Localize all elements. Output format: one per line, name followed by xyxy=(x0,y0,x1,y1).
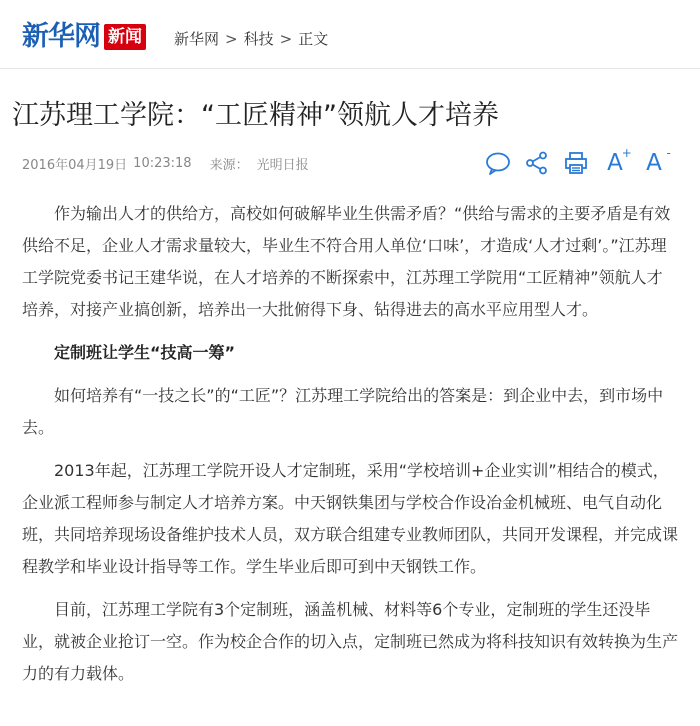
font-increase-sup: + xyxy=(621,146,632,160)
share-button[interactable] xyxy=(523,149,551,177)
section-heading: 定制班让学生“技高一筹” xyxy=(54,343,236,362)
paragraph: 2013年起，江苏理工学院开设人才定制班，采用“学校培训+企业实训”相结合的模式，企业派工程师参与制定人才培养方案。中天钢铁集团与学校合作设冶金机械班、电气自动化班，共同培养现场设备维护技术人员，双方联合组建专业教师团队，共同开发课程，并完成课程教学和毕业设计指导等工作。学生毕业后即可到中天钢铁工作。 xyxy=(22,461,679,576)
article-title: 江苏理工学院：“工匠精神”领航人才培养 xyxy=(12,100,499,131)
paragraph: 作为输出人才的供给方，高校如何破解毕业生供需矛盾？“供给与需求的主要矛盾是有效供给不足，企业人才需求量较大，毕业生不符合用人单位‘口味’，才造成‘人才过剩’。”江苏理工学院党委书记王建华说，在人才培养的不断探索中，江苏理工学院用“工匠精神”领航人才培养，对接产业搞创新，培养出一大批俯得下身、钻得进去的高水平应用型人才。 xyxy=(22,204,671,319)
print-button[interactable] xyxy=(562,149,590,177)
font-decrease-button[interactable] xyxy=(640,146,671,177)
article-body xyxy=(22,198,678,701)
site-logo[interactable] xyxy=(22,20,146,54)
font-increase-button[interactable] xyxy=(601,146,632,177)
source-label: 来源： xyxy=(209,158,249,173)
print-icon xyxy=(564,151,588,175)
breadcrumb xyxy=(174,28,328,49)
breadcrumb-tech[interactable]: 科技 xyxy=(243,30,274,48)
font-decrease-sup: - xyxy=(666,146,671,160)
article-toolbar xyxy=(484,146,679,177)
source-name: 光明日报 xyxy=(256,158,309,173)
publish-date: 2016年04月19日 xyxy=(22,158,128,173)
article-meta xyxy=(22,154,309,173)
share-icon xyxy=(525,151,549,175)
paragraph: 如何培养有“一技之长”的“工匠”？江苏理工学院给出的答案是：到企业中去，到市场中去。 xyxy=(22,386,664,437)
font-decrease-label: A xyxy=(646,150,662,176)
breadcrumb-separator: > xyxy=(225,29,238,48)
comment-button[interactable] xyxy=(484,149,512,177)
breadcrumb-home[interactable]: 新华网 xyxy=(174,30,220,48)
font-increase-label: A xyxy=(607,150,623,176)
comment-icon xyxy=(485,151,511,175)
paragraph: 目前，江苏理工学院有3个定制班，涵盖机械、材料等6个专业，定制班的学生还没毕业，就被企业抢订一空。作为校企合作的切入点，定制班已然成为将科技知识有效转换为生产力的有力载体。 xyxy=(22,600,679,683)
logo-news-badge: 新闻 xyxy=(104,24,146,50)
font-increase-icon xyxy=(607,146,632,177)
logo-text: 新华网 xyxy=(22,21,100,52)
font-decrease-icon xyxy=(646,146,671,177)
breadcrumb-current: 正文 xyxy=(298,30,329,48)
breadcrumb-separator: > xyxy=(279,29,293,48)
publish-time: 10:23:18 xyxy=(133,156,192,171)
site-header xyxy=(0,0,700,69)
